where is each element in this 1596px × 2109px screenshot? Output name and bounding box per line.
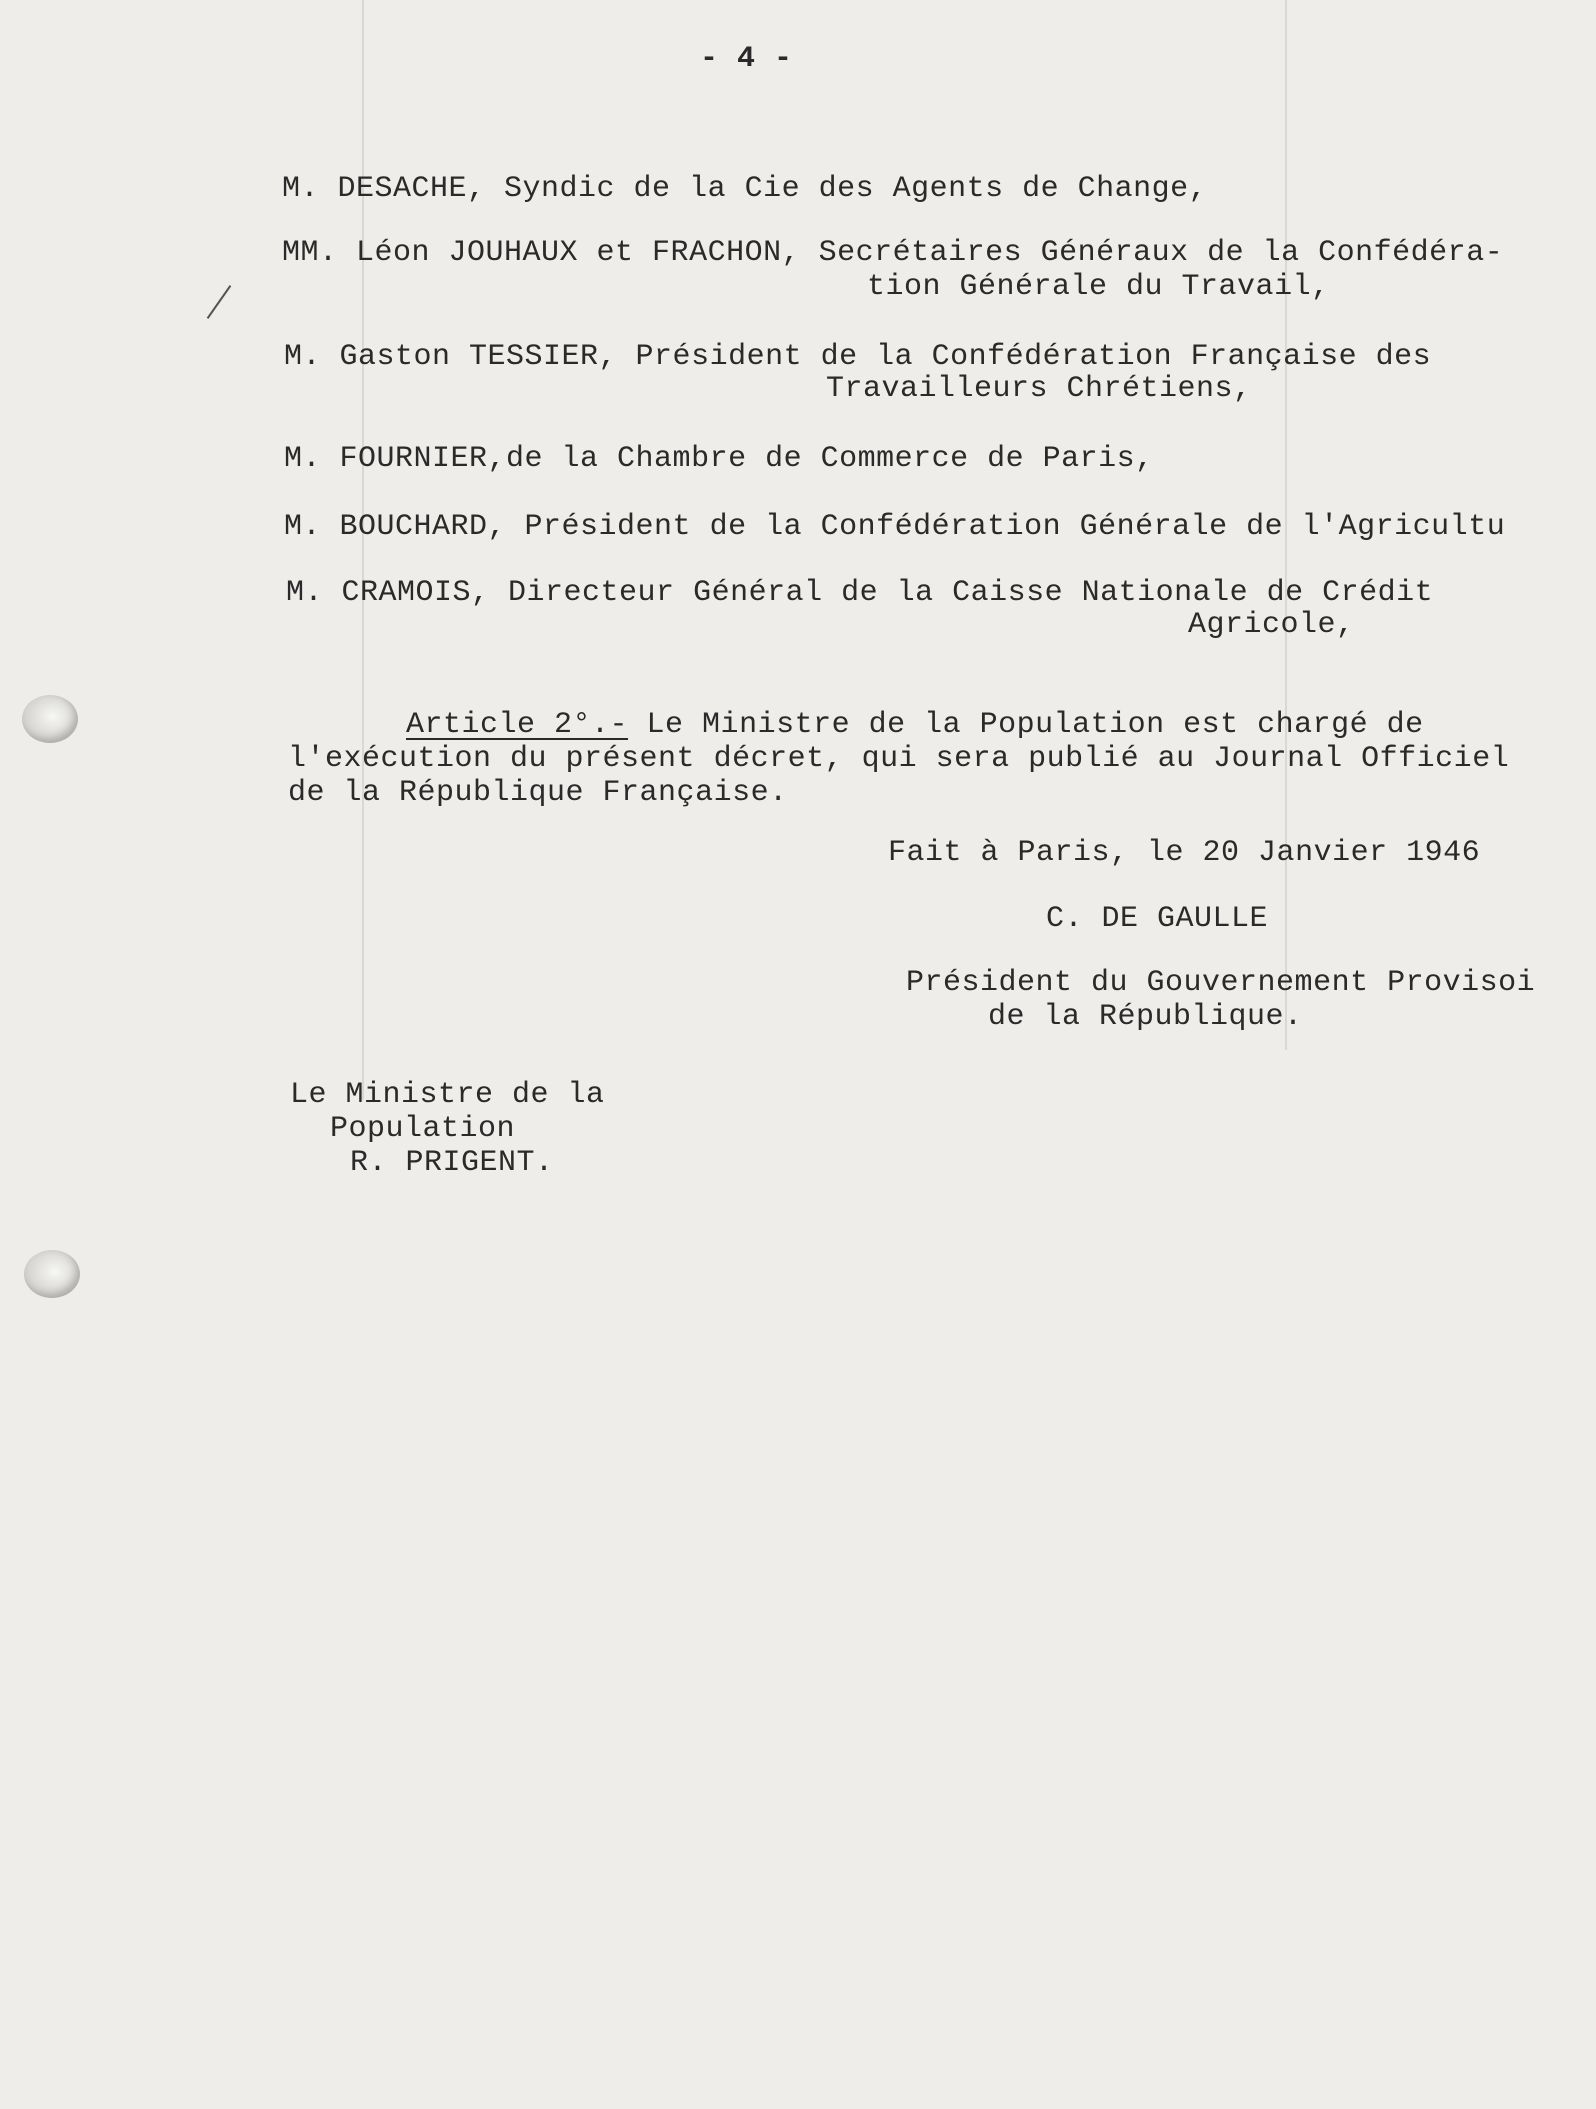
member-fournier: M. FOURNIER,de la Chambre de Commerce de Paris, — [284, 442, 1154, 476]
article-line3: de la République Française. — [288, 776, 788, 810]
signatory-title-line1: Président du Gouvernement Provisoi — [906, 966, 1536, 1000]
pencil-mark — [207, 285, 232, 319]
countersign-line3: R. PRIGENT. — [350, 1146, 554, 1180]
member-bouchard: M. BOUCHARD, Président de la Confédération Générale de l'Agricultu — [284, 510, 1506, 544]
signatory-title-line2: de la République. — [988, 1000, 1303, 1034]
article-line1-rest: Le Ministre de la Population est chargé de — [628, 708, 1424, 742]
member-jouhaux-frachon: MM. Léon JOUHAUX et FRACHON, Secrétaires Généraux de la Confédéra- — [282, 236, 1504, 270]
page-number: - 4 - — [700, 42, 793, 76]
member-cramois: M. CRAMOIS, Directeur Général de la Caisse Nationale de Crédit — [286, 576, 1434, 610]
signatory-name: C. DE GAULLE — [1046, 902, 1269, 936]
member-tessier-cont: Travailleurs Chrétiens, — [826, 372, 1252, 406]
article-heading: Article 2°.- — [406, 708, 629, 742]
fold-line-left — [362, 0, 364, 1100]
punch-hole-top — [22, 695, 78, 743]
punch-hole-bottom — [24, 1250, 80, 1298]
article-line2: l'exécution du présent décret, qui sera publié au Journal Officiel — [288, 742, 1510, 776]
member-jouhaux-frachon-cont: tion Générale du Travail, — [867, 270, 1330, 304]
member-tessier: M. Gaston TESSIER, Président de la Confédération Française des — [284, 340, 1432, 374]
article-first-line — [406, 708, 1424, 742]
countersign-line1: Le Ministre de la — [290, 1078, 605, 1112]
member-desache: M. DESACHE, Syndic de la Cie des Agents de Change, — [282, 172, 1208, 206]
place-date: Fait à Paris, le 20 Janvier 1946 — [888, 836, 1481, 870]
countersign-line2: Population — [330, 1112, 516, 1146]
member-cramois-cont: Agricole, — [1188, 608, 1355, 642]
